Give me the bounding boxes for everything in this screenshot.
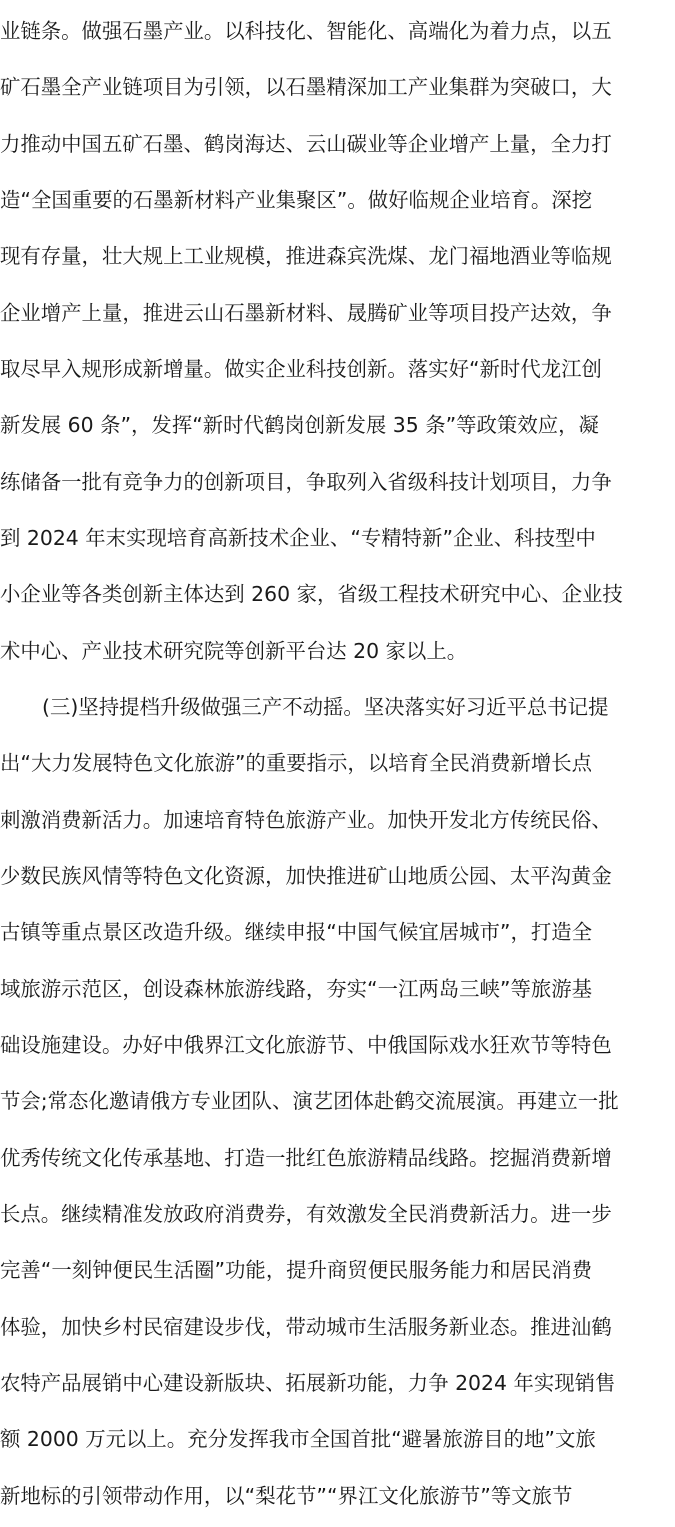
text-line: 域旅游示范区，创设森林旅游线路，夯实“一江两岛三峡”等旅游基 — [0, 977, 593, 1001]
text-line: 出“大力发展特色文化旅游”的重要指示，以培育全民消费新增长点 — [0, 751, 593, 775]
text-line: 础设施建设。办好中俄界江文化旅游节、中俄国际戏水狂欢节等特色 — [0, 1033, 612, 1057]
text-line: 力推动中国五矿石墨、鹤岗海达、云山碳业等企业增产上量，全力打 — [0, 132, 612, 156]
text-line: 现有存量，壮大规上工业规模，推进森宾洗煤、龙门福地酒业等临规 — [0, 244, 612, 268]
text-line: 优秀传统文化传承基地、打造一批红色旅游精品线路。挖掘消费新增 — [0, 1146, 612, 1170]
text-line: 体验，加快乡村民宿建设步伐，带动城市生活服务新业态。推进汕鹤 — [0, 1315, 612, 1339]
text-line: 术中心、产业技术研究院等创新平台达 20 家以上。 — [0, 639, 468, 663]
text-line: 节会;常态化邀请俄方专业团队、演艺团体赴鹤交流展演。再建立一批 — [0, 1089, 619, 1113]
text-line: 练储备一批有竞争力的创新项目，争取列入省级科技计划项目，力争 — [0, 470, 612, 494]
text-line: 新地标的引领带动作用，以“梨花节”“界江文化旅游节”等文旅节 — [0, 1484, 573, 1508]
text-line: 取尽早入规形成新增量。做实企业科技创新。落实好“新时代龙江创 — [0, 357, 602, 381]
text-line: 新发展 60 条”，发挥“新时代鹤岗创新发展 35 条”等政策效应，凝 — [0, 413, 599, 437]
text-line: 完善“一刻钟便民生活圈”功能，提升商贸便民服务能力和居民消费 — [0, 1258, 593, 1282]
text-line: 长点。继续精准发放政府消费券，有效激发全民消费新活力。进一步 — [0, 1202, 612, 1226]
text-line: 业链条。做强石墨产业。以科技化、智能化、高端化为着力点，以五 — [0, 19, 612, 43]
text-line: 少数民族风情等特色文化资源，加快推进矿山地质公园、太平沟黄金 — [0, 864, 612, 888]
text-line: 企业增产上量，推进云山石墨新材料、晟腾矿业等项目投产达效，争 — [0, 301, 612, 325]
text-line: 农特产品展销中心建设新版块、拓展新功能，力争 2024 年实现销售 — [0, 1371, 616, 1395]
text-line: 小企业等各类创新主体达到 260 家，省级工程技术研究中心、企业技 — [0, 582, 623, 606]
text-line: 造“全国重要的石墨新材料产业集聚区”。做好临规企业培育。深挖 — [0, 188, 593, 212]
text-line: 到 2024 年末实现培育高新技术企业、“专精特新”企业、科技型中 — [0, 526, 596, 550]
text-line: 古镇等重点景区改造升级。继续申报“中国气候宜居城市”，打造全 — [0, 920, 593, 944]
text-line: 额 2000 万元以上。充分发挥我市全国首批“避暑旅游目的地”文旅 — [0, 1427, 596, 1451]
section-heading-line: (三)坚持提档升级做强三产不动摇。坚决落实好习近平总书记提 — [42, 695, 609, 719]
text-line: 矿石墨全产业链项目为引领，以石墨精深加工产业集群为突破口，大 — [0, 75, 612, 99]
text-line: 刺激消费新活力。加速培育特色旅游产业。加快开发北方传统民俗、 — [0, 808, 612, 832]
